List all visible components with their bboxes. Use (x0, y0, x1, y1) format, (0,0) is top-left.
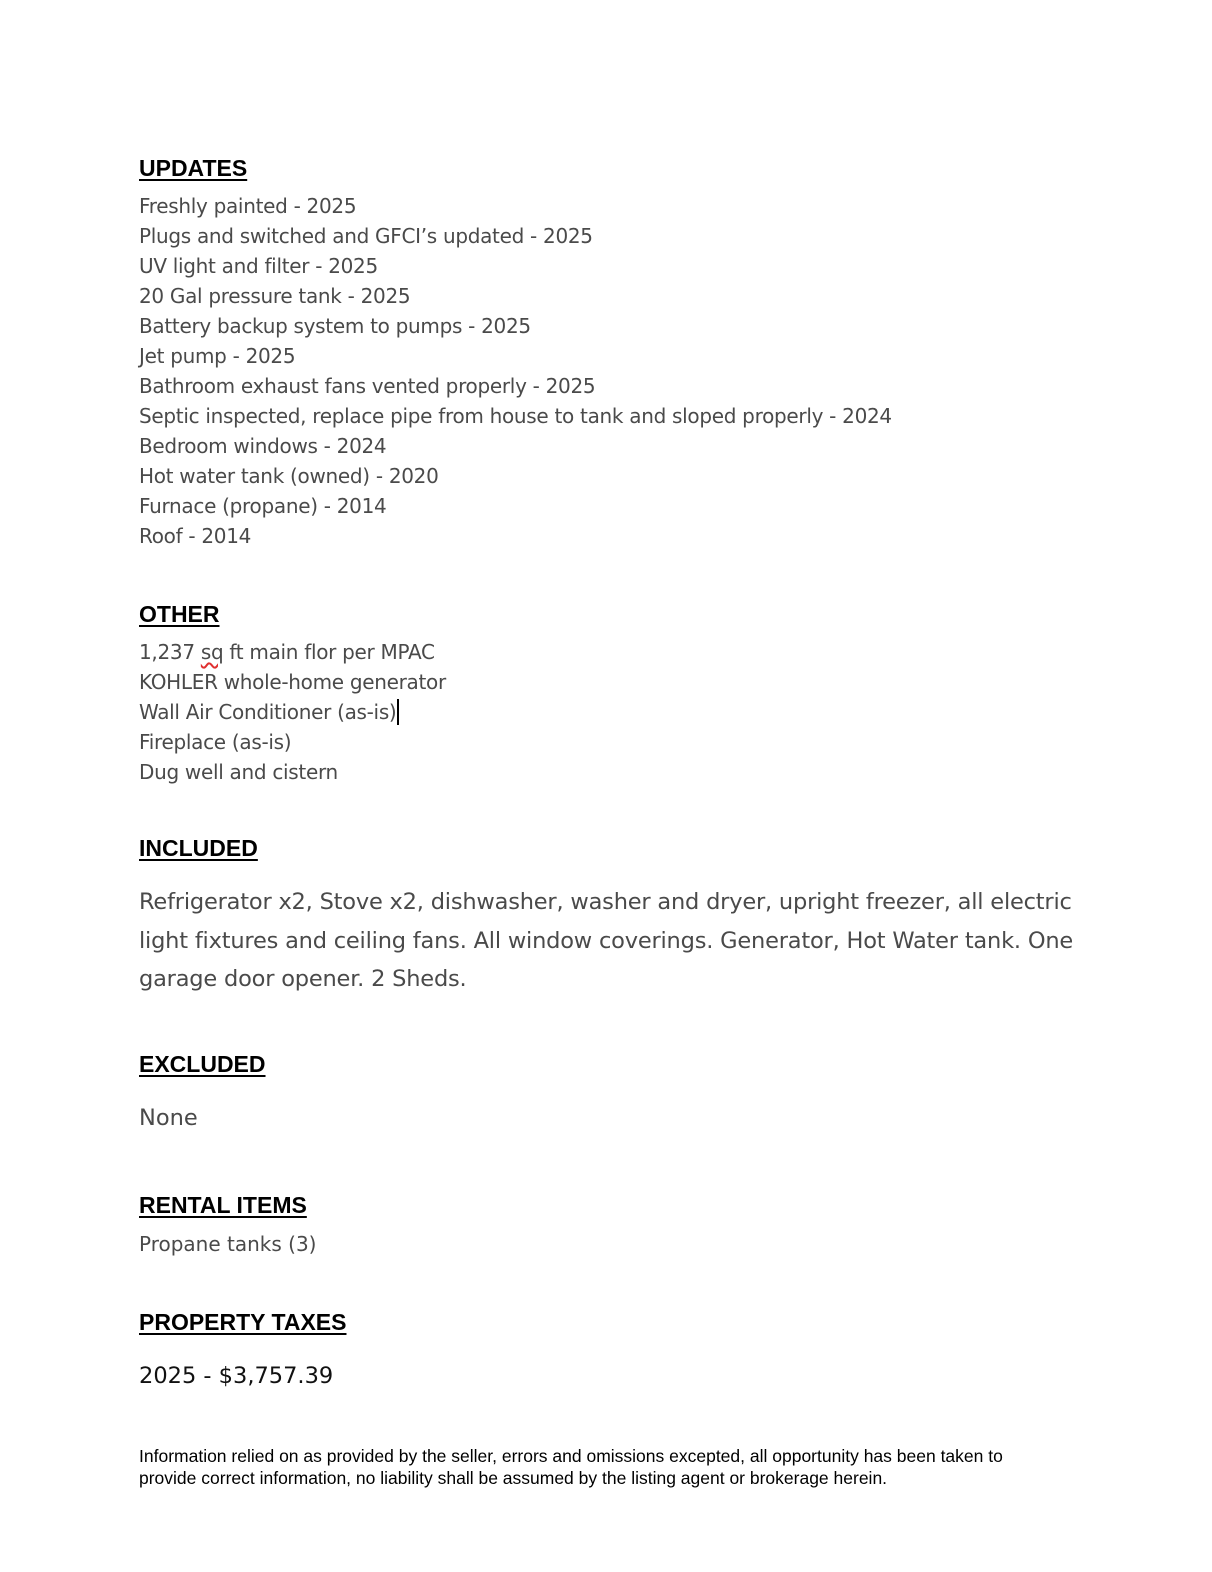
list-item: Dug well and cistern (139, 760, 338, 784)
list-item-text: Wall Air Conditioner (as-is) (139, 700, 397, 724)
list-item-with-caret[interactable] (139, 697, 446, 727)
list-item: Bedroom windows - 2024 (139, 434, 387, 458)
list-item: Roof - 2014 (139, 524, 252, 548)
property-taxes-text: 2025 - $3,757.39 (139, 1363, 334, 1389)
list-item: KOHLER whole-home generator (139, 670, 446, 694)
list-item: Jet pump - 2025 (139, 344, 296, 368)
list-item: Battery backup system to pumps - 2025 (139, 314, 531, 338)
list-item: Septic inspected, replace pipe from house to tank and sloped properly - 2024 (139, 404, 892, 428)
updates-heading: UPDATES (139, 155, 248, 181)
other-heading: OTHER (139, 601, 220, 627)
sqft-value: 1,237 (139, 640, 201, 664)
list-item-sqft (139, 637, 446, 667)
sqft-description: ft main flor per MPAC (223, 640, 435, 664)
list-item: 20 Gal pressure tank - 2025 (139, 284, 411, 308)
disclaimer-text: Information relied on as provided by the seller, errors and omissions excepted, all opportunity has been taken to provide correct information, no liability shall be assumed by the listing agent or brokerage herein. (139, 1446, 1003, 1488)
list-item: Bathroom exhaust fans vented properly - 2025 (139, 374, 596, 398)
list-item: Freshly painted - 2025 (139, 194, 357, 218)
text-cursor (397, 699, 399, 725)
excluded-text: None (139, 1105, 198, 1131)
excluded-heading: EXCLUDED (139, 1051, 266, 1077)
spellcheck-word: sq (200, 640, 224, 664)
rental-items-heading: RENTAL ITEMS (139, 1192, 307, 1218)
list-item: Fireplace (as-is) (139, 730, 292, 754)
rental-items-text: Propane tanks (3) (139, 1232, 317, 1256)
list-item: UV light and filter - 2025 (139, 254, 378, 278)
included-heading: INCLUDED (139, 835, 258, 861)
list-item: Furnace (propane) - 2014 (139, 494, 387, 518)
property-taxes-heading: PROPERTY TAXES (139, 1309, 347, 1335)
included-text: Refrigerator x2, Stove x2, dishwasher, washer and dryer, upright freezer, all electric light fixtures and ceiling fans. All window coverings. Generator, Hot Water tank. One garage door opener. 2 Sheds. (139, 889, 1074, 992)
list-item: Hot water tank (owned) - 2020 (139, 464, 439, 488)
updates-list (139, 191, 892, 551)
list-item: Plugs and switched and GFCI’s updated - 2025 (139, 224, 593, 248)
other-list (139, 637, 446, 787)
